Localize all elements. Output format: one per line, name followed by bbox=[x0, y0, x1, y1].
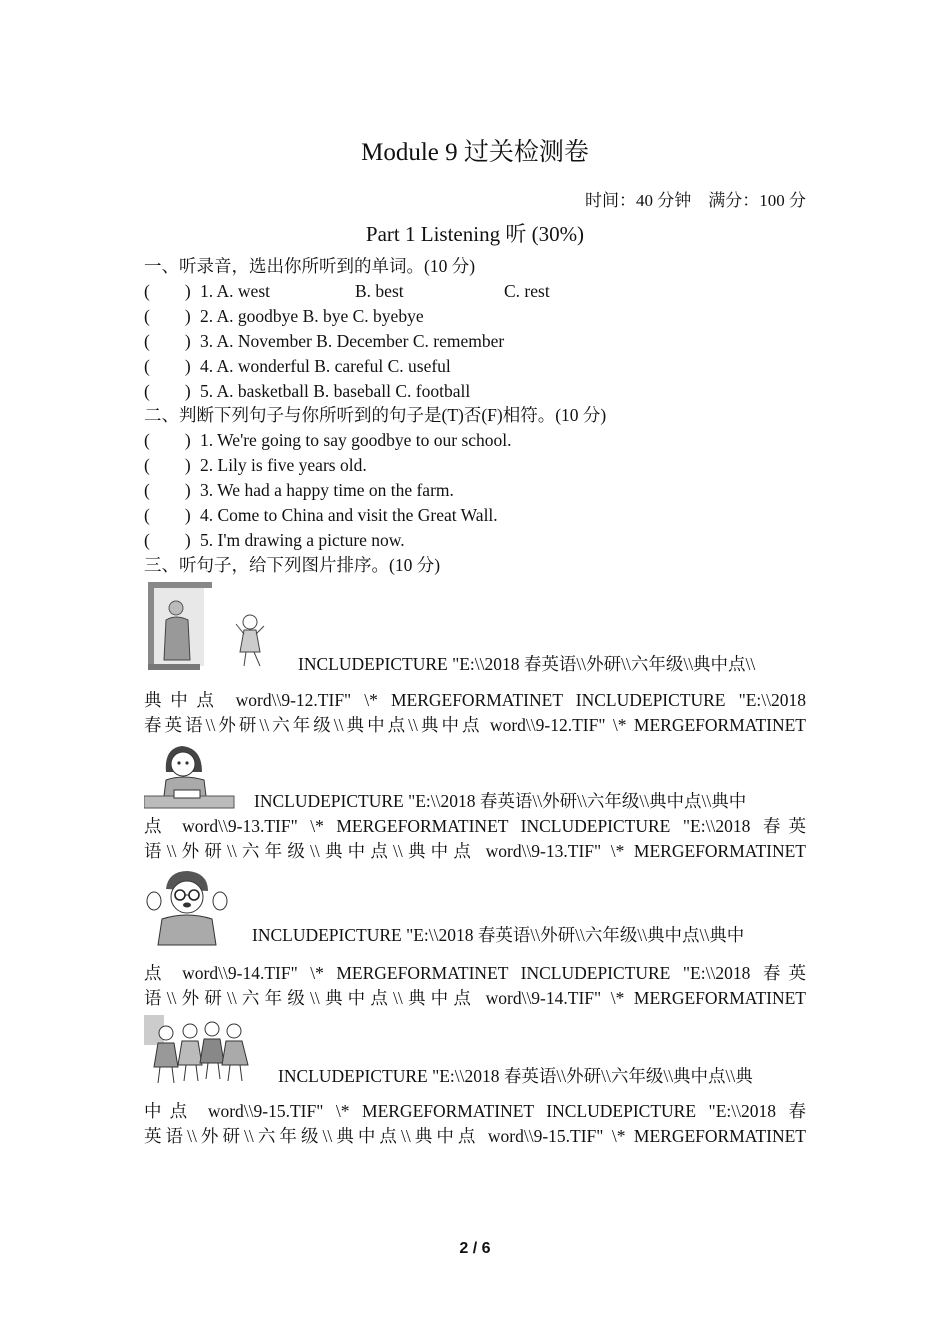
section1-item-1: ( ) 1. A. west B. best C. rest bbox=[144, 279, 806, 304]
include-text-1b: 春英语\\外研\\六年级\\典中点\\典中点 word\\9-12.TIF" \* MERGEFORMATINET bbox=[144, 714, 806, 735]
section2-item-4: ( ) 4. Come to China and visit the Great Wall. bbox=[144, 503, 806, 528]
include-text-4a: 中点 word\\9-15.TIF" \* MERGEFORMATINET INCLUDEPICTURE "E:\\2018 春 bbox=[144, 1101, 806, 1122]
answer-blank[interactable]: ( ) bbox=[144, 480, 191, 501]
illustration-boy-glasses bbox=[144, 867, 230, 947]
exam-content bbox=[144, 254, 806, 1149]
include-text-1a: 典中点 word\\9-12.TIF" \* MERGEFORMATINET INCLUDEPICTURE "E:\\2018 bbox=[144, 689, 806, 710]
answer-blank[interactable]: ( ) bbox=[144, 505, 191, 526]
answer-blank[interactable]: ( ) bbox=[144, 455, 191, 476]
section3-heading: 三、听句子，给下列图片排序。(10 分) bbox=[144, 554, 441, 575]
include-text-3a: 点 word\\9-14.TIF" \* MERGEFORMATINET INCLUDEPICTURE "E:\\2018 春英 bbox=[144, 963, 806, 984]
picture-row-1: INCLUDEPICTURE "E:\\2018 春英语\\外研\\六年级\\典中点\\ bbox=[144, 580, 806, 676]
answer-blank[interactable]: ( ) bbox=[144, 330, 191, 351]
section1-item-3: ( ) 3. A. November B. December C. remember bbox=[144, 329, 806, 354]
section1-heading: 一、听录音，选出你所听到的单词。(10 分) bbox=[144, 256, 476, 276]
illustration-grandma-girl bbox=[146, 580, 286, 672]
answer-blank[interactable]: ( ) bbox=[144, 380, 191, 401]
page-number: 2 / 6 bbox=[459, 1240, 491, 1257]
include-text-2a: 点 word\\9-13.TIF" \* MERGEFORMATINET INCLUDEPICTURE "E:\\2018 春英 bbox=[144, 815, 806, 836]
page-title: Module 9 过关检测卷 bbox=[361, 139, 589, 166]
answer-blank[interactable]: ( ) bbox=[144, 280, 191, 301]
answer-blank[interactable]: ( ) bbox=[144, 305, 191, 326]
section2-heading: 二、判断下列句子与你所听到的句子是(T)否(F)相符。(10 分) bbox=[144, 405, 607, 426]
section1-item-4: ( ) 4. A. wonderful B. careful C. useful bbox=[144, 354, 806, 379]
part-heading: Part 1 Listening 听 (30%) bbox=[365, 222, 585, 246]
answer-blank[interactable]: ( ) bbox=[144, 430, 191, 451]
answer-blank[interactable]: ( ) bbox=[144, 529, 191, 550]
illustration-girl-reading bbox=[144, 742, 236, 810]
section1-item-2: ( ) 2. A. goodbye B. bye C. byebye bbox=[144, 304, 806, 329]
section2-item-3: ( ) 3. We had a happy time on the farm. bbox=[144, 478, 806, 503]
picture-row-3: INCLUDEPICTURE "E:\\2018 春英语\\外研\\六年级\\典中点\\典中 bbox=[144, 867, 806, 951]
section2-item-2: ( ) 2. Lily is five years old. bbox=[144, 453, 806, 478]
section2-item-5: ( ) 5. I'm drawing a picture now. bbox=[144, 528, 806, 553]
picture-row-2: INCLUDEPICTURE "E:\\2018 春英语\\外研\\六年级\\典中点\\典中 bbox=[144, 742, 806, 814]
section2-item-1: ( ) 1. We're going to say goodbye to our school. bbox=[144, 428, 806, 453]
time-score-info: 时间：40 分钟 满分：100 分 bbox=[585, 191, 806, 210]
illustration-children-dancing bbox=[144, 1015, 252, 1085]
section1-item-5: ( ) 5. A. basketball B. baseball C. football bbox=[144, 379, 806, 404]
picture-row-4: INCLUDEPICTURE "E:\\2018 春英语\\外研\\六年级\\典中点\\典 bbox=[144, 1015, 806, 1089]
answer-blank[interactable]: ( ) bbox=[144, 355, 191, 376]
include-text-3b: 语\\外研\\六年级\\典中点\\典中点 word\\9-14.TIF" \* MERGEFORMATINET bbox=[144, 988, 806, 1009]
include-text-4b: 英语\\外研\\六年级\\典中点\\典中点 word\\9-15.TIF" \* MERGEFORMATINET bbox=[144, 1126, 806, 1147]
include-text-2b: 语\\外研\\六年级\\典中点\\典中点 word\\9-13.TIF" \* MERGEFORMATINET bbox=[144, 840, 806, 861]
